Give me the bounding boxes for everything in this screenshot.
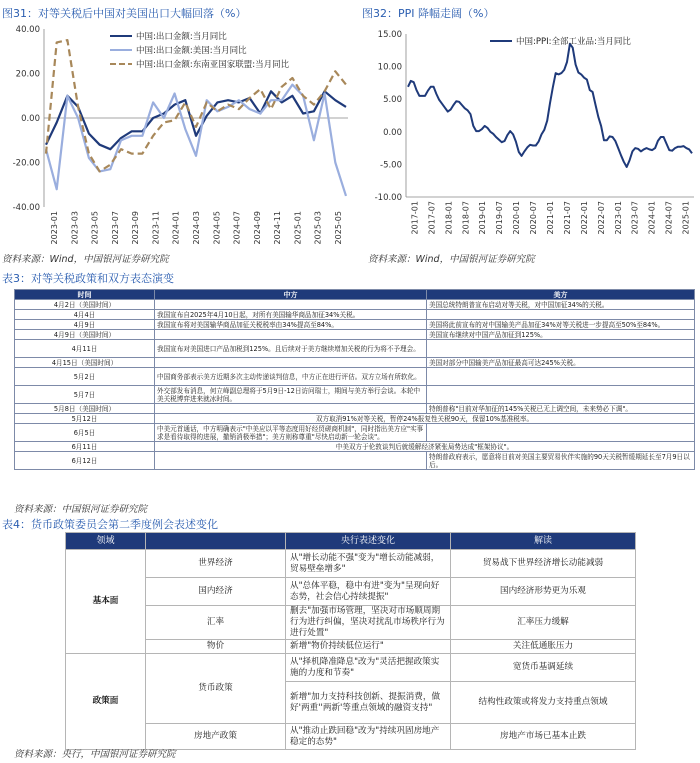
x-tick-label: 2018-07 — [461, 201, 471, 235]
topic-cell: 国内经济 — [146, 578, 286, 606]
table-row — [66, 640, 636, 654]
x-tick-label: 2024-11 — [273, 211, 283, 245]
cell-time: 5月2日 — [15, 368, 155, 386]
x-tick-label: 2025-01 — [681, 201, 691, 235]
x-tick-label: 2022-01 — [579, 201, 589, 235]
change-cell: 从"总体平稳，稳中有进"变为"呈现向好态势，社会信心持续提振" — [286, 578, 451, 606]
cell-us: 特朗普政府表示，愿意将目前对美国主要贸易伙伴实施的90天关税暂缓期延长至7月9日以后。 — [427, 452, 695, 470]
y-tick-label: 5.00 — [383, 95, 402, 106]
cell-china: 我国宣布自2025年4月10日起，对所有美国输华商品加征34%关税。 — [155, 310, 427, 320]
table-row — [15, 414, 695, 424]
x-tick-label: 2023-01 — [613, 201, 623, 235]
y-tick-label: -10.00 — [374, 193, 402, 203]
change-cell: 新增"加力支持科技创新、提振消费，做好'两重''两新'等重点领域的融资支持" — [286, 682, 451, 724]
cell-china: 中美双方于伦敦谈判后就缓解经济紧张局势达成"框架协议"。 — [155, 442, 695, 452]
x-tick-label: 2024-01 — [647, 201, 657, 235]
x-tick-label: 2020-01 — [512, 201, 522, 235]
cell-china: 双方取消91%对等关税，暂停24%报复性关税90天，保留10%基准税率。 — [155, 414, 695, 424]
legend-label: 中国:出口金额:当月同比 — [136, 32, 227, 42]
header-domain: 领域 — [66, 533, 146, 550]
table-row — [66, 654, 636, 682]
x-tick-label: 2023-09 — [131, 211, 141, 245]
y-tick-label: -5.00 — [380, 160, 402, 171]
table-4-title: 表4：货币政策委员会第二季度例会表述变化 — [2, 518, 218, 531]
cell-time: 4月15日（美国时间） — [15, 358, 155, 368]
header-change: 央行表述变化 — [286, 533, 451, 550]
monetary-policy-table — [65, 532, 636, 750]
change-cell: 新增"物价持续低位运行" — [286, 640, 451, 654]
table-row — [66, 606, 636, 640]
x-tick-label: 2025-01 — [293, 211, 303, 245]
x-tick-label: 2023-11 — [151, 211, 161, 245]
header-china: 中方 — [155, 290, 427, 300]
domain-cell: 基本面 — [66, 550, 146, 654]
x-tick-label: 2024-03 — [192, 211, 201, 245]
cell-time: 4月11日 — [15, 340, 155, 358]
tariff-timeline-table — [14, 289, 695, 470]
x-tick-label: 2022-07 — [596, 201, 606, 235]
table-row — [15, 442, 695, 452]
table-row — [15, 320, 695, 330]
x-tick-label: 2024-05 — [212, 211, 222, 245]
cell-us: 美国总统特朗普宣布启动对等关税，对中国加征34%的关税。 — [427, 300, 695, 310]
y-tick-label: 10.00 — [377, 62, 402, 73]
x-tick-label: 2024-09 — [252, 211, 262, 245]
reading-cell: 贸易战下世界经济增长动能减弱 — [451, 550, 636, 578]
x-tick-label: 2017-01 — [410, 201, 420, 235]
series-line — [46, 91, 346, 149]
cell-time: 6月11日 — [15, 442, 155, 452]
x-tick-label: 2023-07 — [630, 201, 640, 235]
cell-time: 6月5日 — [15, 424, 155, 442]
x-tick-label: 2024-07 — [664, 201, 674, 235]
y-tick-label: 15.00 — [377, 30, 402, 40]
topic-cell: 汇率 — [146, 606, 286, 640]
series-line — [46, 85, 346, 196]
x-tick-label: 2025-03 — [313, 211, 323, 245]
reading-cell: 房地产市场已基本止跌 — [451, 724, 636, 750]
cell-china: 我国宣布将对美国输华商品加征关税税率由34%提高至84%。 — [155, 320, 427, 330]
table-row — [66, 550, 636, 578]
x-tick-label: 2019-01 — [478, 201, 488, 235]
reading-cell: 国内经济形势更为乐观 — [451, 578, 636, 606]
table-3-title: 表3：对等关税政策和双方表态演变 — [2, 272, 174, 285]
y-tick-label: 20.00 — [15, 69, 40, 80]
x-tick-label: 2023-01 — [50, 211, 60, 245]
table-4-source: 资料来源：央行，中国银河证券研究院 — [14, 749, 176, 760]
export-growth-chart — [0, 20, 350, 250]
reading-cell: 宽货币基调延续 — [451, 654, 636, 682]
reading-cell: 汇率压力缓解 — [451, 606, 636, 640]
cell-china: 中国商务部表示美方近期多次主动传递谈判信息，中方正在进行评估。双方立场有所软化。 — [155, 368, 427, 386]
topic-cell: 物价 — [146, 640, 286, 654]
cell-us — [427, 424, 695, 442]
y-tick-label: 0.00 — [21, 114, 40, 124]
header-us: 美方 — [427, 290, 695, 300]
cell-china — [155, 300, 427, 310]
topic-cell: 房地产政策 — [146, 724, 286, 750]
cell-china — [155, 358, 427, 368]
x-tick-label: 2023-07 — [110, 211, 120, 245]
cell-time: 6月12日 — [15, 452, 155, 470]
table-row — [15, 368, 695, 386]
x-tick-label: 2023-05 — [90, 211, 100, 245]
cell-time: 5月7日 — [15, 386, 155, 404]
table-row — [15, 386, 695, 404]
legend-label: 中国:PPI:全部工业品:当月同比 — [516, 37, 631, 47]
table-row — [15, 330, 695, 340]
cell-us — [427, 310, 695, 320]
cell-china: 我国宣布对美国进口产品加税到125%。且后续对于美方继续增加关税的行为将不予理会。 — [155, 340, 427, 358]
cell-us: 美国对部分中国输美产品加征最高可达245%关税。 — [427, 358, 695, 368]
cell-time: 5月8日（美国时间） — [15, 404, 155, 414]
change-cell: 从"择机降准降息"改为"灵活把握政策实施的力度和节奏" — [286, 654, 451, 682]
change-cell: 删去"加强市场管理，坚决对市场顺周期行为进行纠偏，坚决对扰乱市场秩序行为进行处置" — [286, 606, 451, 640]
cell-time: 4月2日（美国时间） — [15, 300, 155, 310]
reading-cell: 关注低通胀压力 — [451, 640, 636, 654]
header-reading: 解读 — [451, 533, 636, 550]
cell-us: 美国将此前宣布的对中国输美产品加征34%对等关税进一步提高至50%至84%。 — [427, 320, 695, 330]
legend-label: 中国:出口金额:东南亚国家联盟:当月同比 — [136, 60, 290, 70]
figure-31-source: 资料来源：Wind，中国银河证券研究院 — [2, 254, 169, 265]
cell-us: 特朗普称"目前对华加征的145%关税已无上调空间，未来势必下调"。 — [427, 404, 695, 414]
table-row — [15, 300, 695, 310]
reading-cell: 结构性政策或将发力支持重点领域 — [451, 682, 636, 724]
y-tick-label: -40.00 — [12, 203, 40, 213]
cell-us: 美国宣布继续对中国产品加征到125%。 — [427, 330, 695, 340]
change-cell: 从"增长动能不强"变为"增长动能减弱，贸易壁垒增多" — [286, 550, 451, 578]
cell-china — [155, 404, 427, 414]
cell-time: 4月9日 — [15, 320, 155, 330]
domain-cell: 政策面 — [66, 654, 146, 750]
y-tick-label: -20.00 — [12, 158, 40, 169]
table-row — [15, 404, 695, 414]
cell-time: 4月9日（美国时间） — [15, 330, 155, 340]
table-row — [15, 340, 695, 358]
table-row — [15, 310, 695, 320]
figure-32-source: 资料来源：Wind，中国银河证券研究院 — [368, 254, 535, 265]
cell-us — [427, 340, 695, 358]
change-cell: 从"推动止跌回稳"改为"持续巩固房地产稳定的态势" — [286, 724, 451, 750]
x-tick-label: 2018-01 — [444, 201, 454, 235]
y-tick-label: 0.00 — [383, 127, 402, 138]
cell-china — [155, 330, 427, 340]
cell-china — [155, 452, 427, 470]
table-row — [15, 424, 695, 442]
x-tick-label: 2017-07 — [427, 201, 437, 235]
x-tick-label: 2024-01 — [171, 211, 181, 245]
x-tick-label: 2021-07 — [562, 201, 572, 235]
figure-32-title: 图32：PPI 降幅走阔（%） — [362, 7, 495, 20]
cell-time: 5月12日 — [15, 414, 155, 424]
x-tick-label: 2019-07 — [495, 201, 505, 235]
cell-time: 4月4日 — [15, 310, 155, 320]
legend-label: 中国:出口金额:美国:当月同比 — [136, 46, 247, 56]
x-tick-label: 2021-01 — [546, 201, 555, 235]
cell-china: 中美元首通话，中方明确表示"中美应以平等态度用好经贸磋商机制"，同时指出美方应"实事求是看待取得的进展，撤销消极举措"；美方则称尊重"尽快启动新一轮会谈"。 — [155, 424, 427, 442]
x-tick-label: 2020-07 — [529, 201, 539, 235]
topic-cell: 货币政策 — [146, 654, 286, 724]
cell-us — [427, 368, 695, 386]
series-line — [408, 44, 692, 167]
topic-cell: 世界经济 — [146, 550, 286, 578]
header-topic — [146, 533, 286, 550]
y-tick-label: 40.00 — [15, 25, 40, 35]
cell-us — [427, 386, 695, 404]
cell-china: 外交部发布消息，何立峰副总理将于5月9日-12日访问瑞士，期间与美方举行会谈。本轮中美关税博弈进来就冰时间。 — [155, 386, 427, 404]
table-3-source: 资料来源：中国银河证券研究院 — [14, 504, 148, 515]
x-tick-label: 2024-07 — [232, 210, 242, 245]
table-row — [66, 578, 636, 606]
x-tick-label: 2025-05 — [333, 211, 343, 245]
x-tick-label: 2023-03 — [70, 211, 80, 245]
table-row — [15, 358, 695, 368]
table-row — [15, 452, 695, 470]
header-time: 时间 — [15, 290, 155, 300]
ppi-chart — [358, 20, 700, 250]
figure-31-title: 图31：对等关税后中国对美国出口大幅回落（%） — [2, 7, 247, 20]
